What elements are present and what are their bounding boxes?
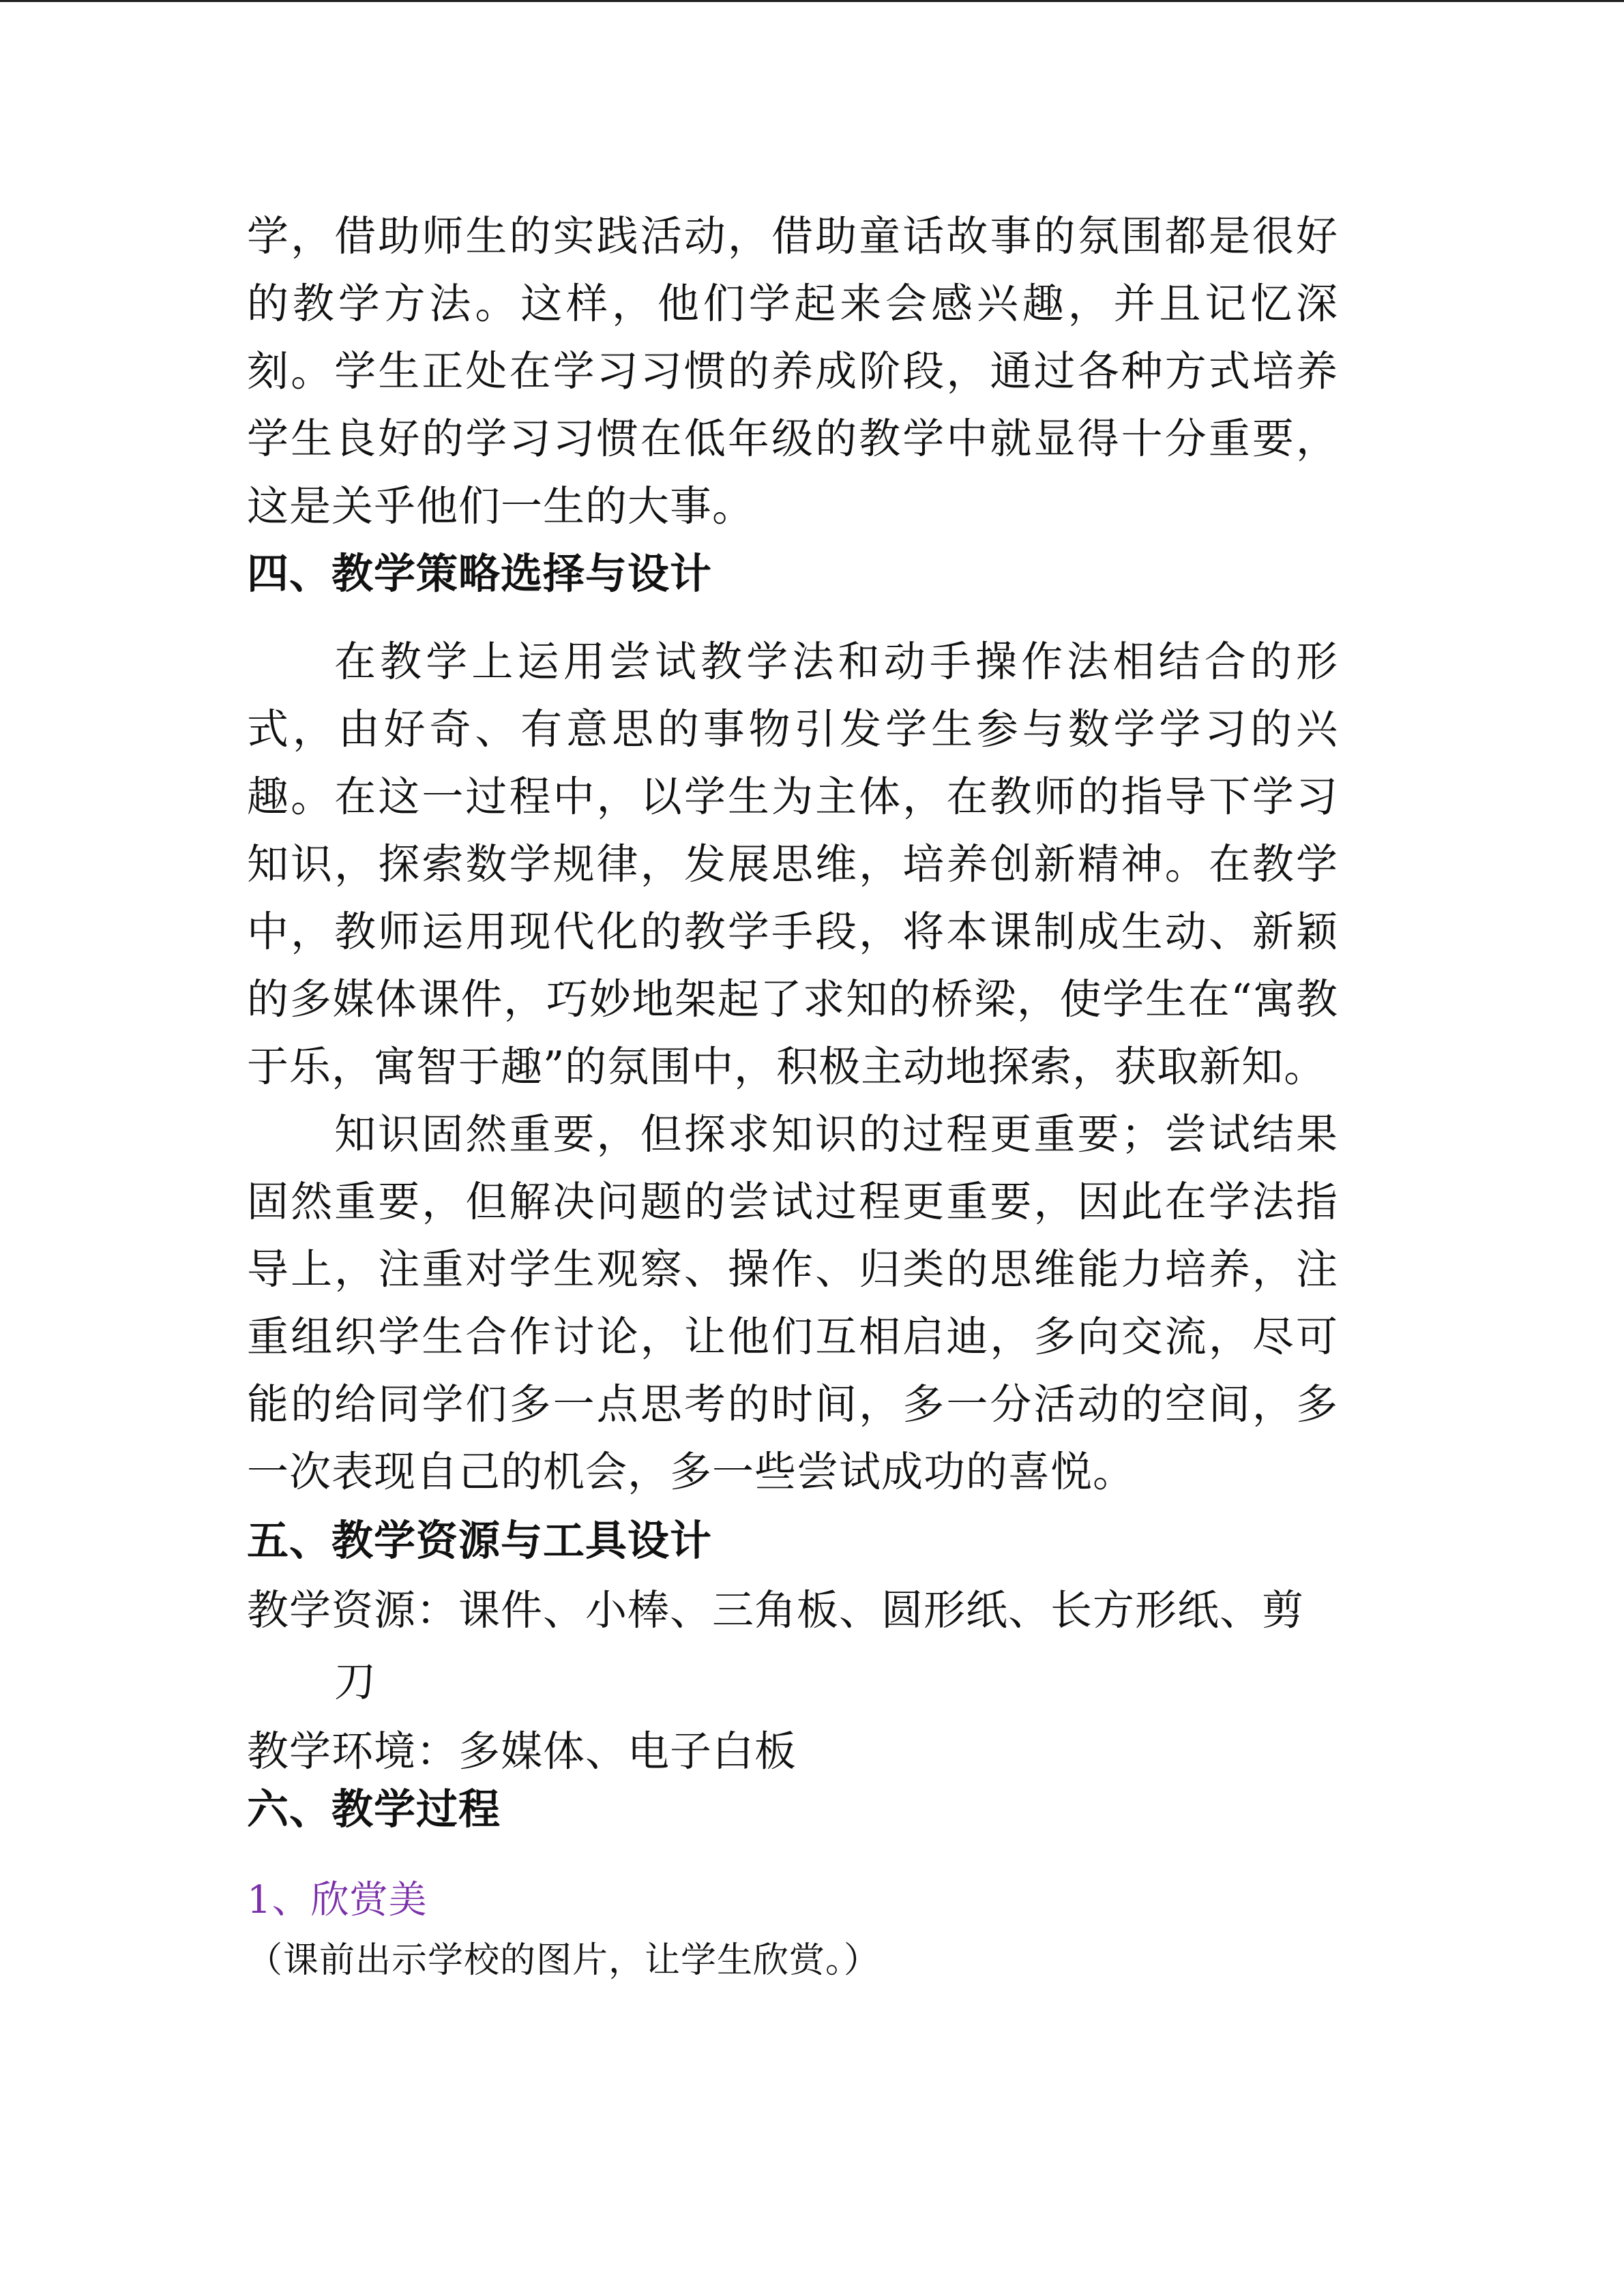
spacer: [247, 1843, 1338, 1870]
section6-heading: 六、教学过程: [247, 1785, 501, 1834]
section5-heading: 五、教学资源与工具设计: [247, 1517, 713, 1565]
step1-note: （课前出示学校的图片，让学生欣赏。）: [247, 1940, 881, 1981]
spacer: [247, 608, 1338, 628]
document-page: [247, 203, 1338, 1991]
section4-paragraph-2: 知识固然重要，但探求知识的过程更重要；尝试结果固然重要，但解决问题的尝试过程更重要，因此在学法指导上，注重对学生观察、操作、归类的思维能力培养，注重组织学生合作讨论，让他们互相启迪，多向交流，尽可能的给同学们多一点思考的时间，多一分活动的空间，多一次表现自己的机会，多一些尝试成功的喜悦。: [247, 1110, 1338, 1496]
section4-heading: 四、教学策略选择与设计: [247, 550, 713, 598]
intro-paragraph: 学，借助师生的实践活动，借助童话故事的氛围都是很好的教学方法。这样，他们学起来会感兴趣，并且记忆深刻。学生正处在学习习惯的养成阶段，通过各种方式培养学生良好的学习习惯在低年级的教学中就显得十分重要，这是关乎他们一生的大事。: [247, 212, 1338, 531]
step1-title: 1、欣赏美: [247, 1878, 428, 1922]
page-top-border: [0, 0, 1624, 2]
resources-line: 教学资源：课件、小棒、三角板、圆形纸、长方形纸、剪刀: [247, 1586, 1305, 1706]
environment-line: 教学环境：多媒体、电子白板: [247, 1727, 797, 1776]
section4-paragraph-1: 在教学上运用尝试教学法和动手操作法相结合的形式，由好奇、有意思的事物引发学生参与数学学习的兴趣。在这一过程中，以学生为主体，在教师的指导下学习知识，探索数学规律，发展思维，培养创新精神。在教学中，教师运用现代化的教学手段，将本课制成生动、新颖的多媒体课件，巧妙地架起了求知的桥梁，使学生在“寓教于乐，寓智于趣”的氛围中，积极主动地探索，获取新知。: [247, 638, 1338, 1091]
